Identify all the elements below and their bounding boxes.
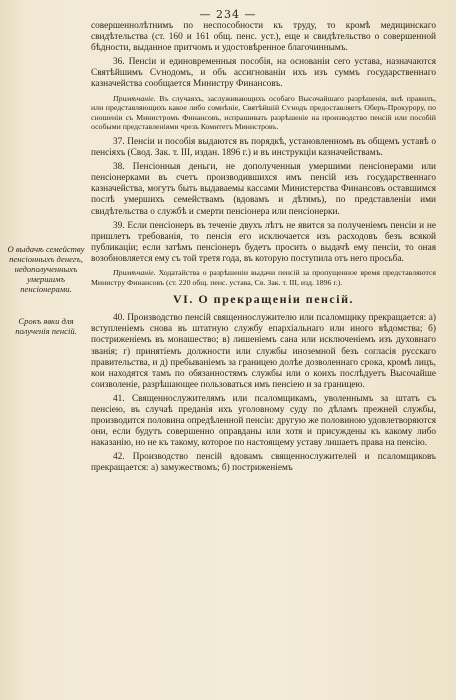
note-39 (91, 268, 436, 287)
paragraph-38: 38. Пенсіонныя деньги, не дополученныя умершими пенсіонерами или пенсіонерками въ счетъ производившихся имъ пенсій изъ государственнаго казначейства, могутъ быть выдаваемы кассами Министерства Финансовъ оставшимся послѣ умершихъ семействамъ (вдовамъ и дѣтямъ), по представленіи ими свидѣтельства о службѣ и смерти пенсіонера или пенсіонерки. (91, 162, 436, 217)
note-label: Примѣчаніе. (113, 93, 156, 103)
paragraph-40: 40. Производство пенсій священнослужителю или псаломщику прекращается: а) вступленіемъ снова въ штатную службу епархіальнаго или иного вѣдомства; б) постриженіемъ въ монашество; в) лишеніемъ сана или исключеніемъ изъ духовнаго званія; г) принятіемъ должности или службы иноземной безъ согласія русскаго правительства, и д) пребываніемъ за границею долѣе дозволеннаго срока, кромѣ лицъ, кои находятся тамъ по обязанностямъ службы или о коихъ послѣдуетъ Высочайше соизволеніе, разрѣшающее пользоваться имъ пенсіею и за границею. (91, 313, 436, 390)
paragraph-37: 37. Пенсіи и пособія выдаются въ порядкѣ, установленномъ въ общемъ уставѣ о пенсіяхъ (Свод. Зак. т. III, издан. 1896 г.) и въ инструкціи казначействамъ. (91, 136, 436, 159)
main-text (91, 21, 436, 478)
page-number: — 234 — (199, 8, 257, 21)
paragraph-continuation: совершеннолѣтнимъ по неспособности къ труду, то кромѣ медицинскаго свидѣтельства (ст. 160 и 161 общ. пенс. уст.), еще и свидѣтельство о совершенной бѣдности, выданное притчомъ и удостовѣренное благочиннымъ. (91, 21, 436, 54)
note-text: Ходатайства о разрѣшеніи выдачи пенсій за пропущенное время представляются Министру Финансовъ (ст. 220 общ. пенс. устава, Св. Зак. т. III, изд. 1896 г.). (91, 267, 436, 287)
paragraph-39: 39. Если пенсіонеръ въ теченіе двухъ лѣтъ не явится за полученіемъ пенсіи и не пришлетъ требованія, то пенсія его исключается изъ расходовъ безъ всякой публикаціи; если затѣмъ пенсіонеръ будетъ просить о выдачѣ ему пенсіи, то оная возобновляется ему съ той третя года, въ которую поступила отъ него просьба. (91, 220, 436, 264)
paragraph-41: 41. Священнослужителямъ или псаломщикамъ, уволеннымъ за штатъ съ пенсіею, въ случаѣ преданія ихъ уголовному суду по дѣламъ прежней службы, производится половина опредѣленной пенсіи: другую же половиною удовлетворяются они, если будутъ совершенно оправданы или хотя и присуждены къ какому либо наказанію, но не къ такому, которое по настоящему уставу лишаетъ права на пенсію. (91, 393, 436, 449)
note-36 (91, 94, 436, 132)
paragraph-36: 36. Пенсіи и единовременныя пособія, на основаніи сего устава, назначаются Святѣйшимъ Сѵнодомъ, и объ ассигнованіи ихъ изъ суммъ государственнаго казначейства сообщается Министру Финансовъ. (91, 57, 436, 90)
paragraph-42: 42. Производство пенсій вдовамъ священнослужителей и псаломщиковъ прекращается: а) замужествомъ; б) постриженіемъ (91, 452, 436, 474)
note-label: Примѣчаніе. (113, 267, 156, 277)
margin-note-claim-deadline: Срокъ явки для полученія пенсій. (15, 316, 77, 336)
margin-note-survivor-payment: О выдачѣ семейству пенсіонныхъ денегъ, недополученныхъ умершимъ пенсіонерами. (7, 244, 85, 294)
note-text: Въ случаяхъ, заслуживающихъ особаго Высочайшаго разрѣшенія, внѣ правилъ, или представляющихъ какое либо сомнѣніе, Святѣйшій Сѵнодъ предоставляетъ Оберъ-Прокурору, по сношеніи съ Министромъ Финансовъ, испрашивать разрѣшеніе на производство пенсій или пособій особыми представленіями чрезъ Комитетъ Министровъ. (91, 93, 436, 132)
section-title: VI. О прекращеніи пенсій. (172, 292, 355, 307)
